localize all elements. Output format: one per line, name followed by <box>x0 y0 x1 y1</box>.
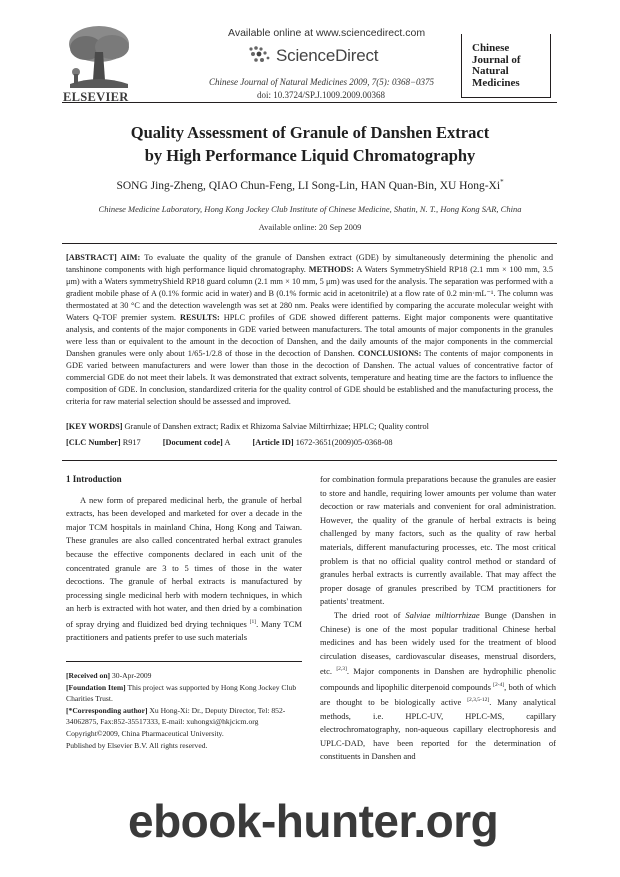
reference-mark: [2,3] <box>336 666 347 673</box>
article-title <box>0 121 620 167</box>
keywords <box>66 421 553 433</box>
abstract-results-label: RESULTS: <box>179 313 220 322</box>
corresponding-label: [*Corresponding author] <box>66 705 148 715</box>
affiliation: Chinese Medicine Laboratory, Hong Kong Jockey Club Institute of Chinese Medicine, Shatin, N. T., Hong Kong SAR, China <box>98 204 522 214</box>
header-divider <box>62 102 557 103</box>
title-line: Quality Assessment of Granule of Danshen Extract <box>130 123 490 142</box>
intro-text: A new form of prepared medicinal herb, the granule of herbal extracts, has been developed and marketed for over a decade in the major TCM hospitals in mainland China, Hong Kong and Taiwan. These granules are also called concentrated herbal extract granules because the effective components declared in each unit of the concentrated granule are 3 to 5 times of those in the water decoctions. The granule of herbal extracts is manufactured by processing single medicinal herb with modern techniques, in which an herb is extracted with hot water, and then dried by a combination of spray drying and fluidized bed drying techniques <box>66 494 302 629</box>
publisher-name: ELSEVIER <box>63 90 129 104</box>
intro-text: . Many analytical methods, i.e. HPLC-UV, HPLC-MS, capillary electrochromatography, non-aqueous capillary electrophoresis and UPLC-DAD, have been reported for the determination of constituents in Danshen and <box>320 696 556 762</box>
intro-paragraph-1-continued: for combination formula preparations because the granules are easier to store and handle, requiring lower amounts per volume than water decoction or raw materials and convenient for oral administration. However, the quality of the granule of herbal extracts is being challenged by many factors, such as the quality of raw herbal materials, different manufacturing processes, etc. The most critical problem is that no official quality control method or standard of granules herbal extracts is currently available. That may affect the proper dosage of granules prescribed by TCM practitioners for patients' treatment. <box>320 474 556 607</box>
author-list <box>0 178 620 192</box>
intro-text: The dried root of <box>334 609 406 620</box>
intro-paragraph-1 <box>66 494 302 645</box>
section-heading-introduction: 1 Introduction <box>66 474 122 484</box>
article-id-value: 1672-3651(2009)05-0368-08 <box>293 438 393 447</box>
reference-mark: [2,3,5-12] <box>467 697 490 704</box>
corresponding-mark: * <box>500 178 504 186</box>
available-online-text: Available online at www.sciencedirect.com <box>228 27 426 39</box>
clc-value: R917 <box>120 438 141 447</box>
doc-code-label: [Document code] <box>162 438 223 447</box>
watermark: ebook-hunter.org <box>128 795 499 847</box>
intro-text: Bunge (Danshen in Chinese) is one of the most popular traditional Chinese herbal medicines and has been widely used for the treatment of blood circulation diseases, cardiovascular diseases, menstrual disorders, etc. <box>320 609 556 677</box>
title-line: by High Performance Liquid Chromatography <box>144 146 476 165</box>
received-label: [Received on] <box>66 671 111 680</box>
received-date: 30-Apr-2009 <box>110 671 152 680</box>
clc-label: [CLC Number] <box>66 438 121 447</box>
elsevier-tree-logo <box>62 22 136 92</box>
footnote-divider <box>66 661 302 662</box>
footnote-corresponding <box>66 705 302 728</box>
abstract <box>66 252 553 408</box>
footnote-publisher: Published by Elsevier B.V. All rights reserved. <box>66 740 208 750</box>
article-id-label: [Article ID] <box>252 438 294 447</box>
journal-citation: Chinese Journal of Natural Medicines 2009, 7(5): 0368−0375 <box>209 77 435 87</box>
reference-mark: [1] <box>249 618 257 625</box>
journal-name-box <box>461 34 551 98</box>
footnote-copyright: Copyright©2009, China Pharmaceutical University. <box>66 728 224 738</box>
abstract-aim-label: [ABSTRACT] AIM: <box>66 253 141 262</box>
keywords-label: [KEY WORDS] <box>66 422 123 431</box>
corresponding-text: Xu Hong-Xi: Dr., Deputy Director, Tel: 852-34062875, Fax:852-35517333, E-mail: xuhongxi@hkjcicm.org <box>66 705 286 727</box>
doi: doi: 10.3724/SP.J.1009.2009.00368 <box>257 90 386 100</box>
sciencedirect-dots-icon <box>247 45 273 65</box>
doc-code-value: A <box>222 438 231 447</box>
intro-text: . Major components in Danshen are hydrophilic phenolic compounds and lipophilic diterpenoid compounds <box>320 666 556 692</box>
intro-text: , both of which are thought to be biologically active <box>320 681 556 707</box>
footnote-foundation <box>66 682 302 705</box>
foundation-label: [Foundation Item] <box>66 682 126 692</box>
journal-name-line: Journal of <box>472 53 521 66</box>
abstract-methods: A Waters SymmetryShield RP18 (2.1 mm × 100 mm, 3.5 μm) with a Waters symmetryShield RP18 guard column (2.1 mm × 10 mm, 5 μm) was used for the analysis. The separation was performed with a gradient mobile phase of A (0.1% formic acid in water) and B (0.1% formic acid in acetonitrile) at a flow rate of 0.2 min·mL⁻¹. The column was thermostated at 30 °C and the detection wavelength was set at 280 nm. Peaks were identified by comparing the accurate molecular weight with Waters Q-TOF premier system. <box>66 265 554 322</box>
species-name: Salviae miltiorrhizae <box>405 609 480 620</box>
journal-name-line: Natural <box>472 65 509 77</box>
intro-text: . Many TCM practitioners and patients prefer to use such materials <box>66 618 302 643</box>
abstract-results: HPLC profiles of GDE showed different patterns. Eight major components were quantitative analysis, and contents of the major components in GDE varied between manufacturers. The total amounts of major components in the granules were less than or equivalent to the amount in the decoction of Danshen, and the daily amounts of the major components in the commercial Danshen granules were only about 1/65-1/2.8 of those in the decoction of Danshen. <box>66 313 553 358</box>
foundation-text: This project was supported by Hong Kong Jockey Club Charities Trust. <box>66 682 297 704</box>
footnotes <box>66 670 302 751</box>
footnote-received <box>66 670 302 682</box>
body-left-column <box>66 473 302 645</box>
journal-name-line: Chinese <box>472 42 510 54</box>
abstract-conclusions: The contents of major components in GDE varied between manufacturers and were lower than those in the decoction of Danshen. The actual values of concentrative factor of commercial GDE do not meet their labels. It was demonstrated that extract solvents, temperature and heating time are the factors to influence the composition of GDE. In conclusion, standardized criteria for the quality control of GDE should be established and the manufacturing process, the criteria for raw material selection should be assessed and improved. <box>66 349 553 406</box>
classification-row <box>66 437 393 449</box>
abstract-aim: To evaluate the quality of the granule of Danshen extract (GDE) by simultaneously determining the phenolic and tanshinone components with high performance liquid chromatography. <box>66 253 553 274</box>
journal-name-line: Medicines <box>472 76 520 89</box>
intro-paragraph-2 <box>320 609 556 764</box>
body-right-column <box>320 473 556 764</box>
authors-text: SONG Jing-Zheng, QIAO Chun-Feng, LI Song-Lin, HAN Quan-Bin, XU Hong-Xi <box>116 179 501 192</box>
sciencedirect-wordmark: ScienceDirect <box>276 46 379 65</box>
online-date: Available online: 20 Sep 2009 <box>258 222 362 232</box>
abstract-conclusions-label: CONCLUSIONS: <box>357 349 422 358</box>
reference-mark: [2-4] <box>493 681 505 688</box>
keywords-text: Granule of Danshen extract; Radix et Rhizoma Salviae Miltirrhizae; HPLC; Quality control <box>122 422 429 431</box>
abstract-methods-label: METHODS: <box>308 265 354 274</box>
